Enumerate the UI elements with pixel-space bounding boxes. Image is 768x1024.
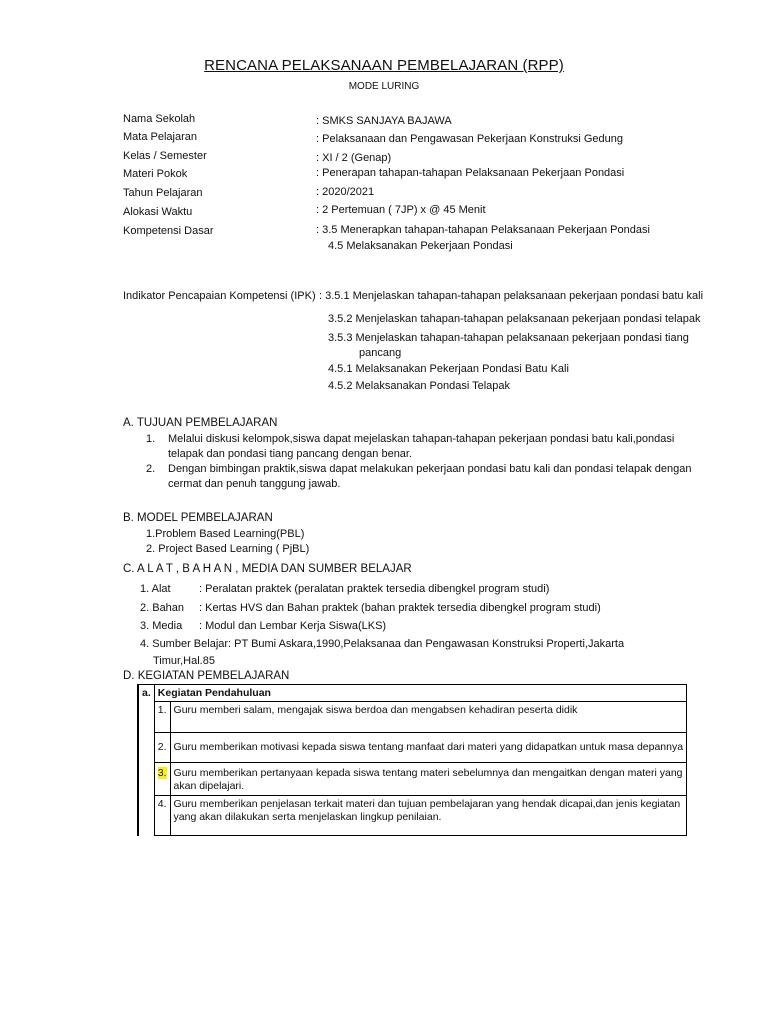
value-nama-sekolah: : SMKS SANJAYA BAJAWA xyxy=(316,115,452,127)
ipk-item-3-5-2: 3.5.2 Menjelaskan tahapan-tahapan pelaksanaan pekerjaan pondasi telapak xyxy=(328,313,701,325)
label-kelas-semester: Kelas / Semester xyxy=(123,150,207,162)
value-mata-pelajaran: : Pelaksanaan dan Pengawasan Pekerjaan Konstruksi Gedung xyxy=(316,133,623,145)
table-row xyxy=(138,733,687,763)
tujuan-1-number: 1. xyxy=(146,433,156,445)
alat-label: 1. Alat xyxy=(140,583,171,595)
document-title: RENCANA PELAKSANAAN PEMBELAJARAN (RPP) xyxy=(204,57,564,74)
sumber-line1: 4. Sumber Belajar: PT Bumi Askara,1990,Pelaksanaa dan Pengawasan Konstruksi Properti,Jakarta xyxy=(140,638,625,650)
value-alokasi-waktu: : 2 Pertemuan ( 7JP) x @ 45 Menit xyxy=(316,204,486,216)
value-kompetensi-dasar: : 3.5 Menerapkan tahapan-tahapan Pelaksanaan Pekerjaan Pondasi xyxy=(316,224,650,236)
label-mata-pelajaran: Mata Pelajaran xyxy=(123,131,197,143)
document-subtitle: MODE LURING xyxy=(348,81,420,92)
bahan-value: : Kertas HVS dan Bahan praktek (bahan praktek tersedia dibengkel program studi) xyxy=(199,602,601,614)
row-4-text: Guru memberikan penjelasan terkait materi dan tujuan pembelajaran yang hendak dicapai,dan jenis kegiatan yang akan dilakukan serta menjelaskan lingkup penilaian. xyxy=(170,796,687,836)
kegiatan-pendahuluan-heading: Kegiatan Pendahuluan xyxy=(154,685,686,702)
section-a-heading: A. TUJUAN PEMBELAJARAN xyxy=(123,417,278,429)
table-row xyxy=(138,763,687,796)
kegiatan-header-row xyxy=(138,685,687,702)
sumber-line2: Timur,Hal.85 xyxy=(153,655,215,667)
tujuan-2-line1: Dengan bimbingan praktik,siswa dapat melakukan pekerjaan pondasi batu kali dan pondasi telapak dengan xyxy=(168,463,692,475)
row-4-number: 4. xyxy=(154,796,170,836)
media-value: : Modul dan Lembar Kerja Siswa(LKS) xyxy=(199,620,387,632)
ipk-item-4-5-2: 4.5.2 Melaksanakan Pondasi Telapak xyxy=(328,380,511,392)
tujuan-1-line1: Melalui diskusi kelompok,siswa dapat mejelaskan tahapan-tahapan pekerjaan pondasi batu kali,pondasi xyxy=(168,433,675,445)
sub-label: a. xyxy=(138,685,154,702)
row-3-text: Guru memberikan pertanyaan kepada siswa tentang materi sebelumnya dan mengaitkan dengan materi yang akan dipelajari. xyxy=(170,763,687,796)
row-2-number: 2. xyxy=(154,733,170,763)
bahan-label: 2. Bahan xyxy=(140,602,185,614)
ipk-item-3-5-1: : 3.5.1 Menjelaskan tahapan-tahapan pelaksanaan pekerjaan pondasi batu kali xyxy=(319,290,704,302)
ipk-item-3-5-3-cont: pancang xyxy=(359,347,402,359)
row-1-text: Guru memberi salam, mengajak siswa berdoa dan mengabsen kehadiran peserta didik xyxy=(170,702,687,733)
table-row xyxy=(138,796,687,836)
ipk-item-4-5-1: 4.5.1 Melaksanakan Pekerjaan Pondasi Batu Kali xyxy=(328,363,569,375)
tujuan-1-line2: telapak dan pondasi tiang pancang dengan benar. xyxy=(168,448,413,460)
label-kompetensi-dasar: Kompetensi Dasar xyxy=(123,225,214,237)
section-d-heading: D. KEGIATAN PEMBELAJARAN xyxy=(123,670,290,682)
model-2: 2. Project Based Learning ( PjBL) xyxy=(146,543,310,555)
label-materi-pokok: Materi Pokok xyxy=(123,168,188,180)
row-1-number: 1. xyxy=(154,702,170,733)
value-kelas-semester: : XI / 2 (Genap) xyxy=(316,152,392,164)
value-tahun-pelajaran: : 2020/2021 xyxy=(316,186,375,198)
table-row xyxy=(138,702,687,733)
label-alokasi-waktu: Alokasi Waktu xyxy=(123,206,193,218)
media-label: 3. Media xyxy=(140,620,183,632)
value-materi-pokok: : Penerapan tahapan-tahapan Pelaksanaan Pekerjaan Pondasi xyxy=(316,167,625,179)
section-b-heading: B. MODEL PEMBELAJARAN xyxy=(123,512,273,524)
tujuan-2-number: 2. xyxy=(146,463,156,475)
label-ipk: Indikator Pencapaian Kompetensi (IPK) xyxy=(123,290,316,302)
tujuan-2-line2: cermat dan penuh tanggung jawab. xyxy=(168,478,341,490)
row-3-number: 3. xyxy=(157,767,167,779)
section-c-heading: C. A L A T , B A H A N , MEDIA DAN SUMBER BELAJAR xyxy=(123,563,412,575)
kegiatan-table xyxy=(137,684,687,836)
model-1: 1.Problem Based Learning(PBL) xyxy=(146,528,305,540)
ipk-item-3-5-3: 3.5.3 Menjelaskan tahapan-tahapan pelaksanaan pekerjaan pondasi tiang xyxy=(328,332,689,344)
value-kd-4-5: 4.5 Melaksanakan Pekerjaan Pondasi xyxy=(328,240,513,252)
row-2-text: Guru memberikan motivasi kepada siswa tentang manfaat dari materi yang didapatkan untuk masa depannya xyxy=(170,733,687,763)
label-tahun-pelajaran: Tahun Pelajaran xyxy=(123,187,203,199)
label-nama-sekolah: Nama Sekolah xyxy=(123,113,196,125)
alat-value: : Peralatan praktek (peralatan praktek tersedia dibengkel program studi) xyxy=(199,583,550,595)
